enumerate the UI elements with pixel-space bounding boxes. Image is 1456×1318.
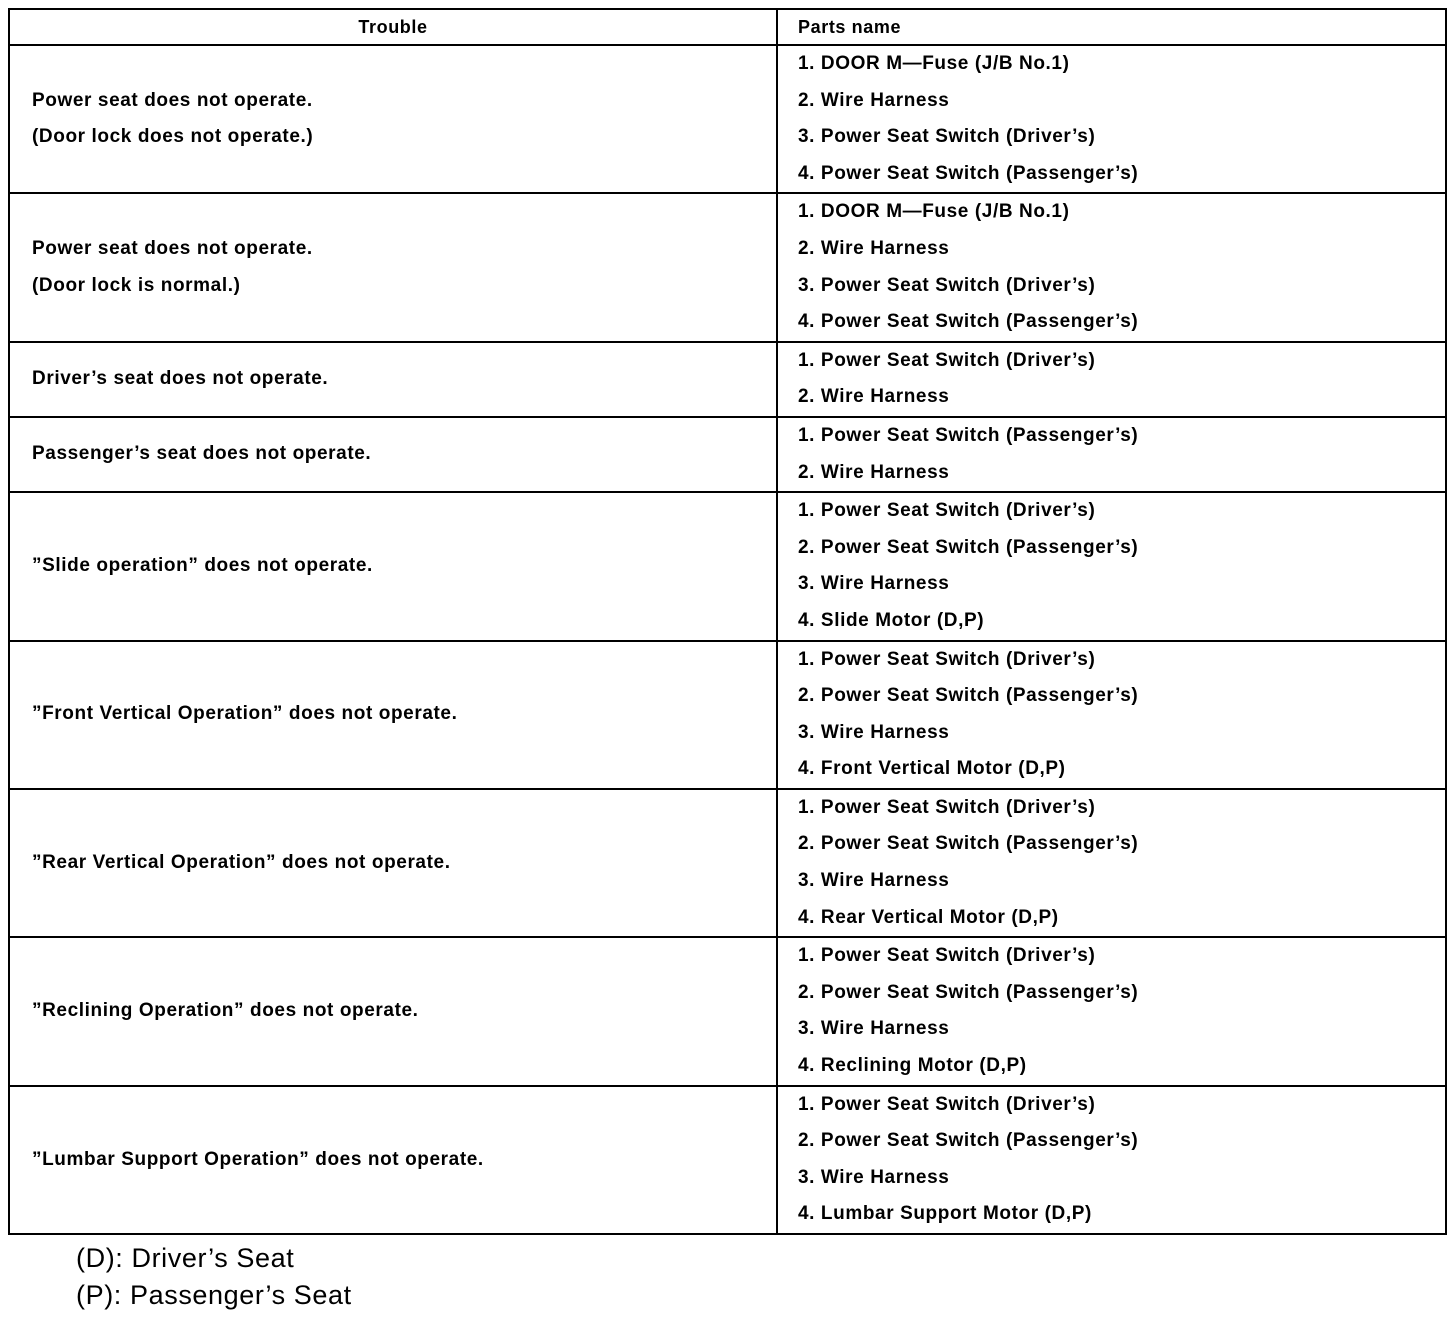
trouble-text: Power seat does not operate. [32,89,313,111]
trouble-cell [9,1086,777,1234]
parts-cell [777,45,1446,193]
trouble-text: Driver’s seat does not operate. [32,368,329,390]
part-item: 2. Power Seat Switch (Passenger’s) [798,536,1139,558]
part-item: 2. Power Seat Switch (Passenger’s) [798,1130,1139,1152]
part-item: 2. Wire Harness [798,237,950,259]
trouble-text: Passenger’s seat does not operate. [32,443,372,465]
trouble-text: ”Lumbar Support Operation” does not operate. [32,1148,484,1170]
part-item: 4. Power Seat Switch (Passenger’s) [798,311,1139,333]
table-row [9,417,1446,492]
legend-passenger: (P): Passenger’s Seat [76,1280,352,1310]
part-item: 4. Lumbar Support Motor (D,P) [798,1203,1092,1225]
trouble-cell [9,342,777,417]
trouble-text: ”Reclining Operation” does not operate. [32,1000,419,1022]
part-item: 2. Power Seat Switch (Passenger’s) [798,685,1139,707]
trouble-parts-table [8,8,1447,1235]
part-item: 1. Power Seat Switch (Driver’s) [798,648,1096,670]
part-item: 2. Wire Harness [798,461,950,483]
part-item: 1. Power Seat Switch (Passenger’s) [798,424,1139,446]
table-row [9,193,1446,341]
trouble-cell [9,641,777,789]
trouble-cell [9,937,777,1085]
legend-driver: (D): Driver’s Seat [76,1243,295,1273]
parts-cell [777,492,1446,640]
part-item: 3. Wire Harness [798,870,950,892]
seat-legend [76,1240,352,1314]
part-item: 1. Power Seat Switch (Driver’s) [798,500,1096,522]
part-item: 1. Power Seat Switch (Driver’s) [798,1093,1096,1115]
part-item: 1. Power Seat Switch (Driver’s) [798,796,1096,818]
trouble-text: Power seat does not operate. [32,237,313,259]
part-item: 3. Wire Harness [798,721,950,743]
part-item: 3. Wire Harness [798,1166,950,1188]
part-item: 2. Power Seat Switch (Passenger’s) [798,981,1139,1003]
part-item: 1. DOOR M—Fuse (J/B No.1) [798,201,1070,223]
trouble-text: ”Slide operation” does not operate. [32,555,373,577]
parts-cell [777,193,1446,341]
part-item: 2. Wire Harness [798,89,950,111]
trouble-cell [9,45,777,193]
trouble-cell [9,789,777,937]
parts-cell [777,641,1446,789]
trouble-cell [9,492,777,640]
parts-cell [777,789,1446,937]
part-item: 1. DOOR M—Fuse (J/B No.1) [798,53,1070,74]
table-row [9,1086,1446,1234]
trouble-cell [9,417,777,492]
part-item: 4. Power Seat Switch (Passenger’s) [798,162,1139,184]
part-item: 2. Power Seat Switch (Passenger’s) [798,833,1139,855]
table-row [9,789,1446,937]
part-item: 1. Power Seat Switch (Driver’s) [798,945,1096,967]
table-row [9,45,1446,193]
parts-cell [777,1086,1446,1234]
parts-cell [777,937,1446,1085]
table-row [9,342,1446,417]
part-item: 3. Power Seat Switch (Driver’s) [798,274,1096,296]
table-header-row [9,9,1446,45]
table-row [9,937,1446,1085]
trouble-column-header: Trouble [9,9,777,45]
part-item: 2. Wire Harness [798,386,950,408]
part-item: 1. Power Seat Switch (Driver’s) [798,349,1096,371]
trouble-text: (Door lock is normal.) [32,274,241,296]
parts-name-column-header: Parts name [777,9,1446,45]
part-item: 4. Reclining Motor (D,P) [798,1055,1027,1077]
table-row [9,492,1446,640]
trouble-text: (Door lock does not operate.) [32,126,314,148]
part-item: 3. Power Seat Switch (Driver’s) [798,126,1096,148]
parts-cell [777,417,1446,492]
part-item: 4. Slide Motor (D,P) [798,609,985,631]
trouble-cell [9,193,777,341]
trouble-text: ”Front Vertical Operation” does not operate. [32,703,458,725]
trouble-text: ”Rear Vertical Operation” does not operate. [32,851,451,873]
part-item: 3. Wire Harness [798,573,950,595]
part-item: 4. Rear Vertical Motor (D,P) [798,906,1059,928]
table-row [9,641,1446,789]
parts-cell [777,342,1446,417]
part-item: 3. Wire Harness [798,1018,950,1040]
part-item: 4. Front Vertical Motor (D,P) [798,758,1066,780]
